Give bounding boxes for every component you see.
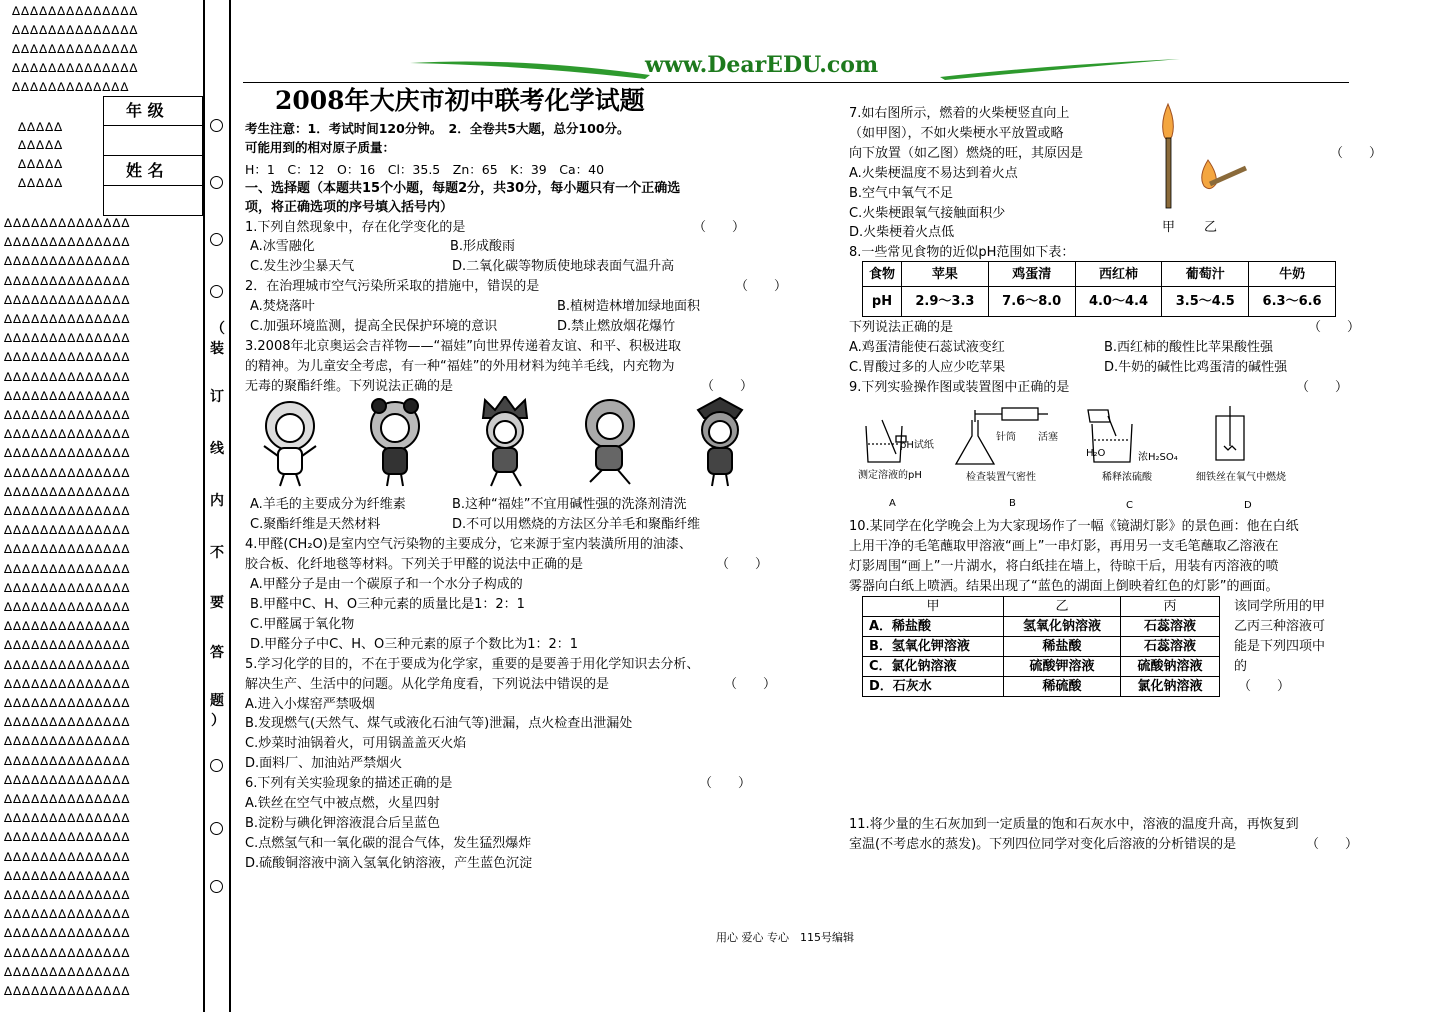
answer-paren: （ ）	[1238, 679, 1291, 694]
site-logo: www.DearEDU.com	[645, 52, 879, 78]
ph-table-cell: 3.5～4.5	[1162, 287, 1249, 317]
binding-char: 题	[210, 693, 224, 709]
margin-triangles: ∆∆∆∆∆∆∆∆∆∆∆∆∆∆	[12, 61, 139, 75]
section-title: 项，将正确选项的序号填入括号内）	[245, 200, 454, 215]
solution-table-cell: C．氯化钠溶液	[863, 657, 1004, 677]
option: B.形成酸雨	[450, 239, 516, 254]
margin-triangles: ∆∆∆∆∆∆∆∆∆∆∆∆∆∆	[12, 4, 139, 18]
margin-triangles: ∆∆∆∆∆∆∆∆∆∆∆∆∆∆	[4, 926, 131, 941]
option: D.火柴梗着火点低	[849, 225, 955, 240]
binding-hole	[210, 880, 223, 893]
binding-hole	[210, 119, 223, 132]
margin-triangles: ∆∆∆∆∆∆∆∆∆∆∆∆∆∆	[4, 676, 131, 691]
binding-char: 内	[210, 493, 224, 509]
apparatus-caption: 稀释浓硫酸	[1102, 472, 1152, 483]
margin-triangles: ∆∆∆∆∆∆∆∆∆∆∆∆∆∆	[4, 811, 131, 826]
q6-stem: 6.下列有关实验现象的描述正确的是	[245, 776, 453, 791]
footer-text: 用心 爱心 专心 115号编辑	[716, 931, 854, 944]
answer-paren: （ ）	[724, 677, 777, 692]
page-title: 2008年大庆市初中联考化学试题	[275, 86, 645, 115]
margin-triangles: ∆∆∆∆∆∆∆∆∆∆∆∆∆∆	[4, 638, 131, 653]
ph-table-header: 食物	[863, 262, 902, 287]
margin-triangles: ∆∆∆∆∆∆∆∆∆∆∆∆∆	[12, 80, 130, 94]
option: C.聚酯纤维是天然材料	[250, 517, 381, 532]
q4-stem: 胶合板、化纤地毯等材料。下列关于甲醛的说法中正确的是	[245, 557, 584, 572]
margin-triangles: ∆∆∆∆∆∆∆∆∆∆∆∆∆∆	[4, 696, 131, 710]
ph-table-header: 葡萄汁	[1162, 262, 1249, 287]
binding-char: 答	[210, 645, 224, 661]
q8-stem: 8.一些常见食物的近似pH范围如下表：	[849, 245, 1075, 260]
apparatus-letter: D	[1244, 500, 1252, 511]
margin-triangles: ∆∆∆∆∆∆∆∆∆∆∆∆∆∆	[4, 369, 131, 384]
binding-char: 线	[210, 441, 224, 457]
binding-line	[203, 0, 205, 1012]
option: B.植树造林增加绿地面积	[557, 299, 701, 314]
option: A.羊毛的主要成分为纤维素	[250, 497, 406, 512]
margin-triangles: ∆∆∆∆∆∆∆∆∆∆∆∆∆∆	[4, 561, 131, 576]
binding-hole	[210, 233, 223, 246]
header-rule	[243, 82, 1349, 83]
margin-triangles: ∆∆∆∆∆∆∆∆∆∆∆∆∆∆	[4, 619, 131, 634]
binding-char: 订	[210, 389, 224, 405]
solution-table-cell: 硫酸钠溶液	[1121, 657, 1220, 677]
option: D.不可以用燃烧的方法区分羊毛和聚酯纤维	[452, 517, 701, 532]
binding-char: （	[211, 321, 225, 337]
option: C.炒菜时油锅着火，可用锅盖盖灭火焰	[245, 736, 467, 751]
q7-stem: 7.如右图所示，燃着的火柴梗竖直向上	[849, 106, 1070, 121]
margin-triangles: ∆∆∆∆∆∆∆∆∆∆∆∆∆∆	[4, 273, 131, 288]
option: C.火柴梗跟氧气接触面积少	[849, 206, 1006, 221]
solution-table-cell: 石蕊溶液	[1121, 617, 1220, 637]
margin-triangles: ∆∆∆∆∆∆∆∆∆∆∆∆∆∆	[4, 734, 131, 749]
apparatus-letter: B	[1009, 498, 1016, 509]
apparatus-letter: C	[1126, 500, 1133, 511]
margin-triangles: ∆∆∆∆∆∆∆∆∆∆∆∆∆∆	[4, 580, 131, 595]
q3-stem: 的精神。为儿童安全考虑，有一种“福娃”的外用材料为纯羊毛线，内充物为	[245, 359, 675, 374]
option: D.禁止燃放烟花爆竹	[557, 319, 676, 334]
solution-table-cell: 氢氧化钠溶液	[1004, 617, 1121, 637]
margin-triangles: ∆∆∆∆∆∆∆∆∆∆∆∆∆∆	[4, 753, 131, 768]
option: A.焚烧落叶	[250, 299, 315, 314]
option: C.发生沙尘暴天气	[250, 259, 355, 274]
margin-triangles: ∆∆∆∆∆∆∆∆∆∆∆∆∆∆	[4, 388, 131, 403]
exam-notice: 考生注意：1．考试时间120分钟。 2．全卷共5大题，总分100分。	[245, 121, 630, 136]
answer-paren: （ ）	[699, 776, 752, 791]
ph-table-header: 苹果	[902, 262, 989, 287]
atomic-mass-title: 可能用到的相对原子质量：	[245, 140, 396, 155]
binding-line	[229, 0, 231, 1012]
grade-label: 年 级	[126, 101, 164, 120]
margin-triangles: ∆∆∆∆∆∆∆∆∆∆∆∆∆∆	[4, 446, 131, 461]
ph-table	[862, 261, 1336, 317]
q4-stem: 4.甲醛(CH₂O)是室内空气污染物的主要成分，它来源于室内装潢所用的油漆、	[245, 537, 692, 552]
binding-hole	[210, 822, 223, 835]
margin-triangles: ∆∆∆∆∆∆∆∆∆∆∆∆∆∆	[4, 427, 131, 442]
apparatus-caption: 测定溶液的pH	[858, 470, 922, 481]
margin-triangles: ∆∆∆∆∆∆∆∆∆∆∆∆∆∆	[4, 907, 131, 922]
option: C.点燃氢气和一氧化碳的混合气体，发生猛烈爆炸	[245, 836, 532, 851]
binding-char: 不	[210, 545, 224, 561]
margin-triangle-block	[4, 214, 202, 1004]
margin-triangles: ∆∆∆∆∆∆∆∆∆∆∆∆∆∆	[12, 42, 139, 56]
margin-triangles: ∆∆∆∆∆∆∆∆∆∆∆∆∆∆	[4, 600, 131, 614]
margin-triangles: ∆∆∆∆∆∆∆∆∆∆∆∆∆∆	[4, 868, 131, 883]
q11-stem: 11.将少量的生石灰加到一定质量的饱和石灰水中，溶液的温度升高，再恢复到	[849, 817, 1299, 832]
option: A.铁丝在空气中被点燃，火星四射	[245, 796, 440, 811]
answer-paren: （ ）	[693, 220, 746, 235]
margin-triangles: ∆∆∆∆∆∆∆∆∆∆∆∆∆∆	[4, 523, 131, 538]
name-label: 姓 名	[126, 161, 164, 180]
atomic-mass-list: H：1 C：12 O：16 Cl：35.5 Zn：65 K：39 Ca：40	[245, 162, 605, 177]
solution-table-cell: 氯化钠溶液	[1121, 677, 1220, 697]
apparatus-label: 针筒	[996, 432, 1016, 443]
margin-triangles: ∆∆∆∆∆	[18, 138, 64, 152]
margin-triangles: ∆∆∆∆∆∆∆∆∆∆∆∆∆∆	[4, 292, 131, 307]
ph-table-cell: pH	[863, 287, 902, 317]
option: C.胃酸过多的人应少吃苹果	[849, 360, 1006, 375]
solution-table-cell: A．稀盐酸	[863, 617, 1004, 637]
q10-stem: 10.某同学在化学晚会上为大家现场作了一幅《镜湖灯影》的景色画：他在白纸	[849, 519, 1299, 534]
ph-table-header: 西红柿	[1075, 262, 1162, 287]
figure-label: 甲	[1162, 220, 1176, 235]
ph-table-cell: 4.0～4.4	[1075, 287, 1162, 317]
ph-table-cell: 6.3～6.6	[1249, 287, 1336, 317]
binding-hole	[210, 285, 223, 298]
margin-triangles: ∆∆∆∆∆∆∆∆∆∆∆∆∆∆	[4, 964, 131, 979]
margin-triangles: ∆∆∆∆∆∆∆∆∆∆∆∆∆∆	[4, 849, 131, 864]
ph-table-cell: 2.9～3.3	[902, 287, 989, 317]
option: A.甲醛分子是由一个碳原子和一个水分子构成的	[250, 577, 523, 592]
apparatus-label: 浓H₂SO₄	[1138, 452, 1178, 463]
q10-stem: 雾器向白纸上喷洒。结果出现了“蓝色的湖面上倒映着红色的灯影”的画面。	[849, 579, 1279, 594]
margin-triangles: ∆∆∆∆∆∆∆∆∆∆∆∆∆∆	[4, 772, 131, 787]
ph-table-header: 鸡蛋清	[988, 262, 1075, 287]
margin-triangles: ∆∆∆∆∆∆∆∆∆∆∆∆∆∆	[4, 504, 131, 518]
q10-side-text: 的	[1234, 659, 1248, 674]
margin-triangles: ∆∆∆∆∆∆∆∆∆∆∆∆∆∆	[4, 465, 131, 480]
margin-triangles: ∆∆∆∆∆∆∆∆∆∆∆∆∆∆	[4, 945, 131, 960]
option: C.甲醛属于氧化物	[250, 617, 355, 632]
figure-label: 乙	[1204, 220, 1218, 235]
margin-triangles: ∆∆∆∆∆∆∆∆∆∆∆∆∆∆	[4, 331, 131, 346]
fuwa-mascots-figure	[250, 396, 770, 488]
q10-side-text: 该同学所用的甲	[1234, 599, 1326, 614]
option: B.发现燃气(天然气、煤气或液化石油气等)泄漏，点火检查出泄漏处	[245, 716, 633, 731]
binding-hole	[210, 176, 223, 189]
q7-stem: （如甲图），不如火柴梗水平放置或略	[849, 126, 1064, 141]
margin-triangles: ∆∆∆∆∆∆∆∆∆∆∆∆∆∆	[4, 657, 131, 672]
option: B.甲醛中C、H、O三种元素的质量比是1：2：1	[250, 597, 525, 612]
margin-triangles: ∆∆∆∆∆∆∆∆∆∆∆∆∆∆	[4, 254, 131, 269]
option: A.进入小煤窑严禁吸烟	[245, 697, 375, 712]
solution-table-header: 甲	[863, 597, 1004, 617]
answer-paren: （ ）	[701, 379, 754, 394]
answer-paren: （ ）	[1296, 380, 1349, 395]
ph-table-header: 牛奶	[1249, 262, 1336, 287]
margin-triangles: ∆∆∆∆∆∆∆∆∆∆∆∆∆∆	[4, 830, 131, 845]
option: D.甲醛分子中C、H、O三种元素的原子个数比为1：2：1	[250, 637, 579, 652]
q11-stem: 室温(不考虑水的蒸发)。下列四位同学对变化后溶液的分析错误的是	[849, 837, 1237, 852]
option: B.淀粉与碘化钾溶液混合后呈蓝色	[245, 816, 441, 831]
option: B.西红柿的酸性比苹果酸性强	[1104, 340, 1274, 355]
apparatus-letter: A	[889, 498, 896, 509]
margin-triangles: ∆∆∆∆∆∆∆∆∆∆∆∆∆∆	[12, 23, 139, 37]
solution-table-header: 乙	[1004, 597, 1121, 617]
margin-triangles: ∆∆∆∆∆∆∆∆∆∆∆∆∆∆	[4, 484, 131, 499]
margin-triangles: ∆∆∆∆∆∆∆∆∆∆∆∆∆∆	[4, 792, 131, 806]
solution-table-cell: 稀盐酸	[1004, 637, 1121, 657]
q1-stem: 1.下列自然现象中，存在化学变化的是	[245, 220, 466, 235]
q3-stem: 3.2008年北京奥运会吉祥物——“福娃”向世界传递着友谊、和平、积极进取	[245, 339, 681, 354]
binding-char: 要	[210, 595, 224, 611]
q5-stem: 解决生产、生活中的问题。从化学角度看，下列说法中错误的是	[245, 677, 610, 692]
apparatus-caption: 检查装置气密性	[966, 472, 1036, 483]
margin-triangles: ∆∆∆∆∆∆∆∆∆∆∆∆∆∆	[4, 984, 131, 998]
option: C.加强环境监测，提高全民保护环境的意识	[250, 319, 498, 334]
match-flame-figure	[1150, 100, 1250, 212]
option: D.牛奶的碱性比鸡蛋清的碱性强	[1104, 360, 1288, 375]
margin-triangles: ∆∆∆∆∆∆∆∆∆∆∆∆∆∆	[4, 888, 131, 902]
margin-triangles: ∆∆∆∆∆∆∆∆∆∆∆∆∆∆	[4, 715, 131, 730]
solution-table-header: 丙	[1121, 597, 1220, 617]
answer-paren: （ ）	[735, 279, 788, 294]
apparatus-caption: 细铁丝在氧气中燃烧	[1196, 472, 1286, 483]
option: B.空气中氧气不足	[849, 186, 954, 201]
margin-triangles: ∆∆∆∆∆∆∆∆∆∆∆∆∆∆	[4, 312, 131, 326]
solution-table-cell: 石蕊溶液	[1121, 637, 1220, 657]
margin-triangles: ∆∆∆∆∆∆∆∆∆∆∆∆∆∆	[4, 350, 131, 365]
option: A.鸡蛋清能使石蕊试液变红	[849, 340, 1005, 355]
binding-hole	[210, 759, 223, 772]
solution-table-cell: B．氢氧化钾溶液	[863, 637, 1004, 657]
q7-stem: 向下放置（如乙图）燃烧的旺，其原因是	[849, 146, 1084, 161]
q10-side-text: 能是下列四项中	[1234, 639, 1326, 654]
q3-stem: 无毒的聚酯纤维。下列说法正确的是	[245, 379, 454, 394]
student-info-box	[103, 96, 203, 216]
option: D.面料厂、加油站严禁烟火	[245, 756, 403, 771]
margin-triangles: ∆∆∆∆∆∆∆∆∆∆∆∆∆∆	[4, 235, 131, 250]
solution-table-cell: 稀硫酸	[1004, 677, 1121, 697]
apparatus-label: 活塞	[1038, 432, 1058, 443]
section-title: 一、选择题（本题共15个小题，每题2分，共30分，每小题只有一个正确选	[245, 181, 681, 196]
solution-table-cell: D．石灰水	[863, 677, 1004, 697]
q8-stem: 下列说法正确的是	[849, 320, 954, 335]
q10-stem: 上用干净的毛笔蘸取甲溶液“画上”一串灯影，再用另一支毛笔蘸取乙溶液在	[849, 539, 1279, 554]
solution-table	[862, 596, 1220, 697]
q10-stem: 灯影周围“画上”一片湖水，将白纸挂在墙上，待晾干后，用装有丙溶液的喷	[849, 559, 1279, 574]
q10-side-text: 乙丙三种溶液可	[1234, 619, 1326, 634]
answer-paren: （ ）	[716, 557, 769, 572]
margin-triangles: ∆∆∆∆∆∆∆∆∆∆∆∆∆∆	[4, 408, 131, 422]
apparatus-label: pH试纸	[900, 440, 934, 451]
margin-triangles: ∆∆∆∆∆	[18, 157, 64, 171]
margin-triangles: ∆∆∆∆∆∆∆∆∆∆∆∆∆∆	[4, 542, 131, 557]
margin-triangles: ∆∆∆∆∆	[18, 120, 64, 134]
ph-table-cell: 7.6～8.0	[988, 287, 1075, 317]
option: B.这种“福娃”不宜用碱性强的洗涤剂清洗	[452, 497, 687, 512]
q2-stem: 2．在治理城市空气污染所采取的措施中，错误的是	[245, 279, 540, 294]
answer-paren: （ ）	[1330, 146, 1383, 161]
solution-table-cell: 硫酸钾溶液	[1004, 657, 1121, 677]
answer-paren: （ ）	[1306, 837, 1359, 852]
option: A.冰雪融化	[250, 239, 315, 254]
binding-char: 装	[210, 341, 224, 357]
option: D.硫酸铜溶液中滴入氢氧化钠溶液，产生蓝色沉淀	[245, 856, 533, 871]
apparatus-label: H₂O	[1086, 448, 1106, 459]
option: D.二氧化碳等物质使地球表面气温升高	[452, 259, 675, 274]
margin-triangles: ∆∆∆∆∆	[18, 176, 64, 190]
q5-stem: 5.学习化学的目的，不在于要成为化学家，重要的是要善于用化学知识去分析、	[245, 657, 700, 672]
margin-triangles: ∆∆∆∆∆∆∆∆∆∆∆∆∆∆	[4, 216, 131, 230]
option: A.火柴梗温度不易达到着火点	[849, 166, 1018, 181]
q9-stem: 9.下列实验操作图或装置图中正确的是	[849, 380, 1070, 395]
binding-char: ）	[211, 713, 225, 729]
answer-paren: （ ）	[1308, 320, 1361, 335]
